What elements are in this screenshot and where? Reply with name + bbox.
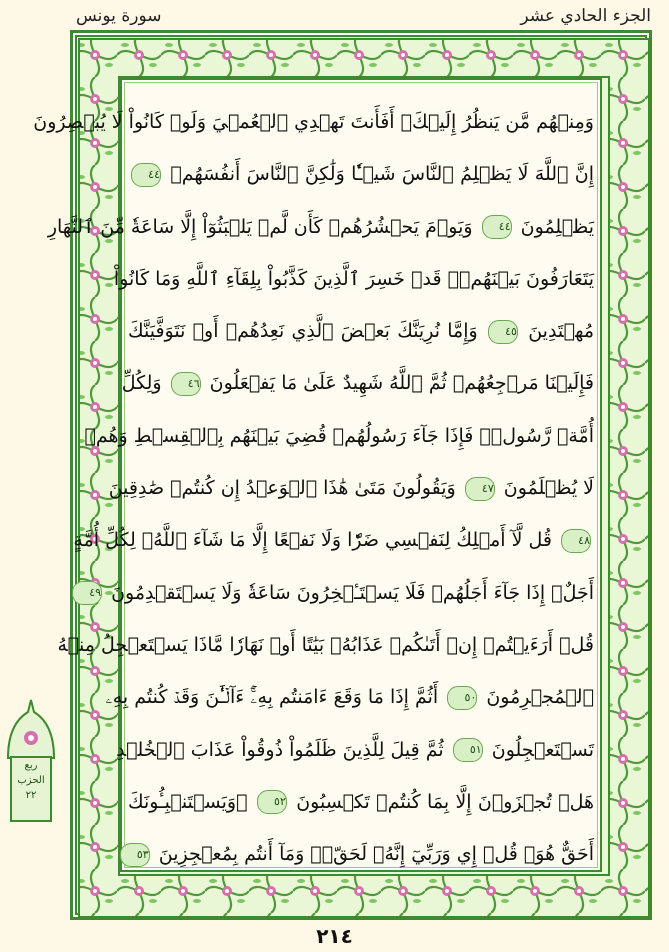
verse-line xyxy=(84,410,594,462)
page-number: ٢١٤ xyxy=(316,924,353,948)
verse-text: أَحَقٌّ هُوَۖ قُلۡ إِي وَرَبِّيٓ إِنَّهُۥ لَحَقّٞۖ وَمَآ أَنتُم بِمُعۡجِزِينَ xyxy=(158,843,594,866)
verse-line xyxy=(33,96,594,148)
verse-line xyxy=(116,724,594,776)
verse-text: ۞وَيَسۡتَنۢبِـُٔونَكَ xyxy=(128,790,248,813)
juz-title: الجزء الحادي عشر xyxy=(520,6,651,26)
ayah-number-marker: ٥٢ xyxy=(257,790,287,814)
verse-text: هَلۡ تُجۡزَوۡنَ إِلَّا بِمَا كُنتُمۡ تَكۡسِبُونَ xyxy=(296,790,595,813)
verse-line xyxy=(113,253,594,305)
verse-text: أُمَّةٖ رَّسُولٞۖ فَإِذَا جَآءَ رَسُولُهُمۡ قُضِيَ بَيۡنَهُم بِٱلۡقِسۡطِ وَهُمۡ xyxy=(84,424,594,447)
verse-lines xyxy=(33,96,595,866)
ayah-number-marker: ٤٤ xyxy=(482,215,512,239)
verse-text: وَإِمَّا نُرِيَنَّكَ بَعۡضَ ٱلَّذِي نَعِدُهُمۡ أَوۡ نَتَوَفَّيَنَّكَ xyxy=(128,320,478,343)
hizb-number: ٢٢ xyxy=(25,790,37,801)
ayah-number-marker: ٥٣ xyxy=(120,843,150,867)
verse-text: لَا يُظۡلَمُونَ xyxy=(503,477,594,500)
verse-line xyxy=(105,671,594,723)
text-panel xyxy=(33,78,602,872)
verse-line xyxy=(47,201,594,253)
verse-line xyxy=(73,514,594,566)
verse-text: ثُمَّ قِيلَ لِلَّذِينَ ظَلَمُواْ ذُوقُواْ عَذَابَ ٱلۡخُلۡدِ xyxy=(116,738,444,761)
ayah-number-marker: ٤٤ xyxy=(131,163,161,187)
verse-text: أَجَلٌۚ إِذَا جَآءَ أَجَلُهُمۡ فَلَا يَسۡتَـٔۡخِرُونَ سَاعَةٗ وَلَا يَسۡتَقۡدِمُونَ xyxy=(111,581,594,604)
ayah-number-marker: ٤٥ xyxy=(488,320,518,344)
verse-line xyxy=(108,462,594,514)
hizb-label-box xyxy=(10,756,52,822)
verse-text: وَيَقُولُونَ مَتَىٰ هَٰذَا ٱلۡوَعۡدُ إِن كُنتُمۡ صَٰدِقِينَ xyxy=(108,477,456,500)
ayah-number-marker: ٤٩ xyxy=(72,581,102,605)
verse-text: تَسۡتَعۡجِلُونَ xyxy=(491,738,594,761)
ayah-number-marker: ٤٧ xyxy=(465,477,495,501)
verse-text: ٱلۡمُجۡرِمُونَ xyxy=(486,686,594,709)
verse-line xyxy=(128,776,594,828)
verse-text: يَظۡلِمُونَ xyxy=(520,215,594,238)
ayah-number-marker: ٤٦ xyxy=(171,372,201,396)
ayah-number-marker: ٥٠ xyxy=(447,686,477,710)
verse-text: وَمِنۡهُم مَّن يَنظُرُ إِلَيۡكَۚ أَفَأَنتَ تَهۡدِي ٱلۡعُمۡيَ وَلَوۡ كَانُواْ لَا يُبۡصِرُونَ xyxy=(33,111,594,133)
surah-title: سورة يونس xyxy=(76,6,162,26)
hizb-quarter: ربع xyxy=(24,760,38,771)
verse-text: قُلۡ أَرَءَيۡتُمۡ إِنۡ أَتَىٰكُمۡ عَذَابُهُۥ بَيَٰتًا أَوۡ نَهَارٗا مَّاذَا يَسۡتَعۡجِلُ مِنۡهُ xyxy=(57,633,594,656)
verse-text: مُهۡتَدِينَ xyxy=(528,320,594,343)
verse-text: وَلِكُلِّ xyxy=(121,372,162,395)
verse-line xyxy=(121,357,594,409)
verse-line xyxy=(89,567,594,619)
verse-line xyxy=(128,148,594,200)
ayah-number-marker: ٥١ xyxy=(453,738,483,762)
verse-line xyxy=(57,619,594,671)
hizb-dome-ornament xyxy=(4,698,58,760)
hizb-label: الحزب xyxy=(17,775,45,786)
verse-text: يَتَعَارَفُونَ بَيۡنَهُمۡۚ قَدۡ خَسِرَ ٱلَّذِينَ كَذَّبُواْ بِلِقَآءِ ٱللَّهِ وَمَا كَانُواْ xyxy=(113,267,594,290)
ayah-number-marker: ٤٨ xyxy=(561,529,591,553)
verse-text: فَإِلَيۡنَا مَرۡجِعُهُمۡ ثُمَّ ٱللَّهُ شَهِيدٌ عَلَىٰ مَا يَفۡعَلُونَ xyxy=(209,372,594,395)
hizb-marker xyxy=(4,698,58,826)
verse-text: وَيَوۡمَ يَحۡشُرُهُمۡ كَأَن لَّمۡ يَلۡبَثُوٓاْ إِلَّا سَاعَةٗ مِّنَ ٱلنَّهَارِ xyxy=(47,215,473,238)
verse-line xyxy=(128,305,594,357)
verse-text: أَثُمَّ إِذَا مَا وَقَعَ ءَامَنتُم بِهِۦٓۚ ءَآلۡـَٰٔنَ وَقَدۡ كُنتُم بِهِۦ xyxy=(105,686,439,709)
verse-text: إِنَّ ٱللَّهَ لَا يَظۡلِمُ ٱلنَّاسَ شَيۡـٔٗا وَلَٰكِنَّ ٱلنَّاسَ أَنفُسَهُمۡ xyxy=(170,163,595,186)
verse-line xyxy=(128,828,594,880)
verse-text: قُل لَّآ أَمۡلِكُ لِنَفۡسِي ضَرّٗا وَلَا نَفۡعًا إِلَّا مَا شَآءَ ٱللَّهُۗ لِكُلِّ أُمَّةٍ xyxy=(73,529,552,552)
